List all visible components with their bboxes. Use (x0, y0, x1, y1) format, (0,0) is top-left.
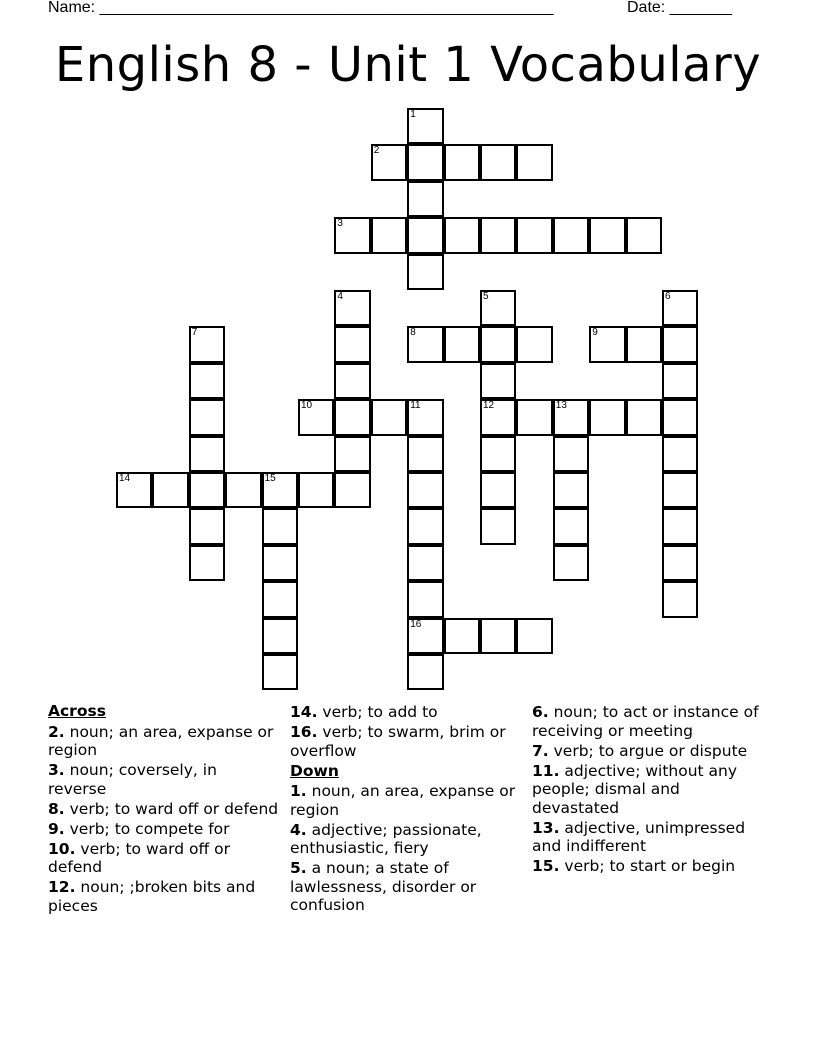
clue-across-9 (48, 820, 280, 839)
grid-cell[interactable] (589, 217, 625, 253)
grid-cell[interactable] (553, 399, 589, 435)
grid-cell[interactable] (407, 326, 443, 362)
grid-cell[interactable] (516, 618, 552, 654)
grid-cell[interactable] (334, 326, 370, 362)
clue-number-label: 3 (337, 218, 343, 230)
grid-cell[interactable] (116, 472, 152, 508)
clue-down-7 (532, 742, 764, 761)
clue-number: 10. (48, 839, 76, 858)
clues-column-2 (290, 703, 522, 916)
page-title: English 8 - Unit 1 Vocabulary (54, 37, 762, 93)
clue-down-1 (290, 782, 522, 819)
grid-cell[interactable] (444, 326, 480, 362)
clue-down-4 (290, 821, 522, 858)
clue-number: 4. (290, 820, 307, 839)
grid-cell[interactable] (298, 472, 334, 508)
down-heading: Down (290, 761, 339, 780)
grid-cell[interactable] (262, 508, 298, 544)
grid-cell[interactable] (262, 654, 298, 690)
grid-cell[interactable] (480, 144, 516, 180)
grid-cell[interactable] (516, 144, 552, 180)
clue-down-13 (532, 819, 764, 856)
clue-number: 1. (290, 782, 307, 800)
grid-cell[interactable] (189, 436, 225, 472)
grid-cell[interactable] (589, 326, 625, 362)
grid-cell[interactable] (407, 217, 443, 253)
grid-cell[interactable] (407, 181, 443, 217)
grid-cell[interactable] (407, 472, 443, 508)
clues-column-1 (48, 702, 280, 917)
grid-cell[interactable] (189, 545, 225, 581)
grid-cell[interactable] (480, 436, 516, 472)
grid-cell[interactable] (407, 144, 443, 180)
grid-cell[interactable] (662, 545, 698, 581)
grid-cell[interactable] (516, 326, 552, 362)
grid-cell[interactable] (553, 472, 589, 508)
grid-cell[interactable] (262, 618, 298, 654)
clue-text: noun; to act or instance of receiving or meeting (532, 703, 759, 740)
clue-number-label: 16 (410, 618, 422, 630)
clue-number-label: 13 (555, 400, 567, 412)
grid-cell[interactable] (334, 472, 370, 508)
grid-cell[interactable] (553, 436, 589, 472)
clue-number-label: 9 (592, 327, 598, 339)
clue-number-label: 4 (337, 291, 343, 302)
grid-cell[interactable] (407, 545, 443, 581)
clues-column-3 (532, 703, 764, 877)
grid-cell[interactable] (262, 545, 298, 581)
grid-cell[interactable] (662, 436, 698, 472)
clue-text: a noun; a state of lawlessness, disorder or confusion (290, 859, 477, 914)
grid-cell[interactable] (407, 508, 443, 544)
clue-across-12 (48, 878, 280, 915)
clue-number: 14. (290, 703, 318, 721)
grid-cell[interactable] (189, 472, 225, 508)
grid-cell[interactable] (480, 326, 516, 362)
grid-cell[interactable] (152, 472, 188, 508)
clue-number: 7. (532, 741, 549, 760)
clue-down-6 (532, 703, 764, 740)
clue-text: verb; to ward off or defend (48, 839, 230, 876)
across-heading: Across (48, 702, 106, 720)
grid-cell[interactable] (444, 618, 480, 654)
clue-number: 2. (48, 722, 65, 741)
grid-cell[interactable] (626, 399, 662, 435)
grid-cell[interactable] (407, 436, 443, 472)
grid-cell[interactable] (189, 399, 225, 435)
grid-cell[interactable] (589, 399, 625, 435)
grid-cell[interactable] (407, 654, 443, 690)
clue-number: 3. (48, 761, 65, 779)
grid-cell[interactable] (407, 399, 443, 435)
clue-text: verb; to add to (322, 703, 438, 721)
grid-cell[interactable] (407, 108, 443, 144)
clue-number: 11. (532, 761, 560, 780)
grid-cell[interactable] (225, 472, 261, 508)
grid-cell[interactable] (189, 326, 225, 362)
clue-number-label: 2 (373, 145, 380, 157)
clue-number-label: 8 (410, 327, 416, 339)
clue-text: verb; to argue or dispute (553, 741, 748, 760)
clue-text: noun; coversely, in reverse (48, 761, 217, 798)
clue-across-10 (48, 840, 280, 877)
date-field[interactable]: Date: _______ (627, 0, 732, 16)
clue-number-label: 10 (301, 400, 313, 412)
clue-text: noun; an area, expanse or region (48, 722, 274, 759)
grid-cell[interactable] (334, 363, 370, 399)
clue-across-14 (290, 703, 522, 722)
clue-across-16 (290, 723, 522, 760)
grid-cell[interactable] (626, 326, 662, 362)
clue-number-label: 1 (410, 109, 416, 120)
grid-cell[interactable] (480, 508, 516, 544)
clue-text: verb; to swarm, brim or overflow (290, 723, 506, 760)
grid-cell[interactable] (334, 217, 370, 253)
grid-cell[interactable] (444, 217, 480, 253)
clue-number: 5. (290, 859, 307, 877)
grid-cell[interactable] (334, 290, 370, 326)
name-field[interactable]: Name: ___________________________________________________ (48, 0, 554, 16)
clue-number: 8. (48, 799, 65, 818)
grid-cell[interactable] (407, 618, 443, 654)
grid-cell[interactable] (334, 436, 370, 472)
clue-number: 15. (532, 857, 560, 875)
grid-cell[interactable] (189, 508, 225, 544)
grid-cell[interactable] (516, 399, 552, 435)
grid-cell[interactable] (662, 399, 698, 435)
grid-cell[interactable] (626, 217, 662, 253)
grid-cell[interactable] (553, 545, 589, 581)
grid-cell[interactable] (371, 144, 407, 180)
clue-down-5 (290, 859, 522, 915)
grid-cell[interactable] (334, 399, 370, 435)
clue-number-label: 6 (665, 291, 671, 302)
grid-cell[interactable] (407, 581, 443, 617)
clue-number-label: 5 (483, 291, 489, 302)
grid-cell[interactable] (262, 472, 298, 508)
grid-cell[interactable] (662, 326, 698, 362)
clue-text: verb; to ward off or defend (69, 799, 279, 818)
grid-cell[interactable] (444, 144, 480, 180)
clue-text: noun; ;broken bits and pieces (48, 878, 256, 915)
grid-cell[interactable] (553, 508, 589, 544)
grid-cell[interactable] (662, 581, 698, 617)
clue-text: noun, an area, expanse or region (290, 782, 516, 819)
grid-cell[interactable] (553, 217, 589, 253)
grid-cell[interactable] (407, 254, 443, 290)
clue-number: 13. (532, 818, 560, 837)
clue-down-15 (532, 857, 764, 876)
clue-number: 12. (48, 878, 76, 896)
grid-cell[interactable] (662, 363, 698, 399)
clue-number: 6. (532, 703, 549, 721)
grid-cell[interactable] (480, 217, 516, 253)
grid-cell[interactable] (298, 399, 334, 435)
grid-cell[interactable] (189, 363, 225, 399)
grid-cell[interactable] (371, 217, 407, 253)
clue-text: verb; to start or begin (564, 857, 736, 875)
grid-cell[interactable] (480, 618, 516, 654)
grid-cell[interactable] (480, 363, 516, 399)
grid-cell[interactable] (480, 472, 516, 508)
clue-number-label: 7 (191, 327, 198, 339)
clue-across-8 (48, 800, 280, 819)
grid-cell[interactable] (371, 399, 407, 435)
clue-text: adjective; without any people; dismal and devastated (532, 761, 738, 817)
grid-cell[interactable] (480, 290, 516, 326)
clue-across-2 (48, 723, 280, 760)
grid-cell[interactable] (480, 399, 516, 435)
clue-number: 16. (290, 723, 318, 741)
clue-number-label: 15 (264, 473, 276, 484)
clue-down-11 (532, 762, 764, 818)
clue-number-label: 11 (410, 400, 421, 412)
clue-number-label: 14 (119, 473, 131, 484)
grid-cell[interactable] (662, 290, 698, 326)
clue-number: 9. (48, 819, 65, 838)
grid-cell[interactable] (516, 217, 552, 253)
clue-text: adjective; passionate, enthusiastic, fiery (290, 820, 482, 857)
grid-cell[interactable] (662, 472, 698, 508)
grid-cell[interactable] (662, 508, 698, 544)
clue-text: verb; to compete for (69, 819, 230, 838)
clue-number-label: 12 (483, 400, 495, 412)
clue-text: adjective, unimpressed and indifferent (532, 818, 746, 855)
grid-cell[interactable] (262, 581, 298, 617)
clue-across-3 (48, 761, 280, 798)
